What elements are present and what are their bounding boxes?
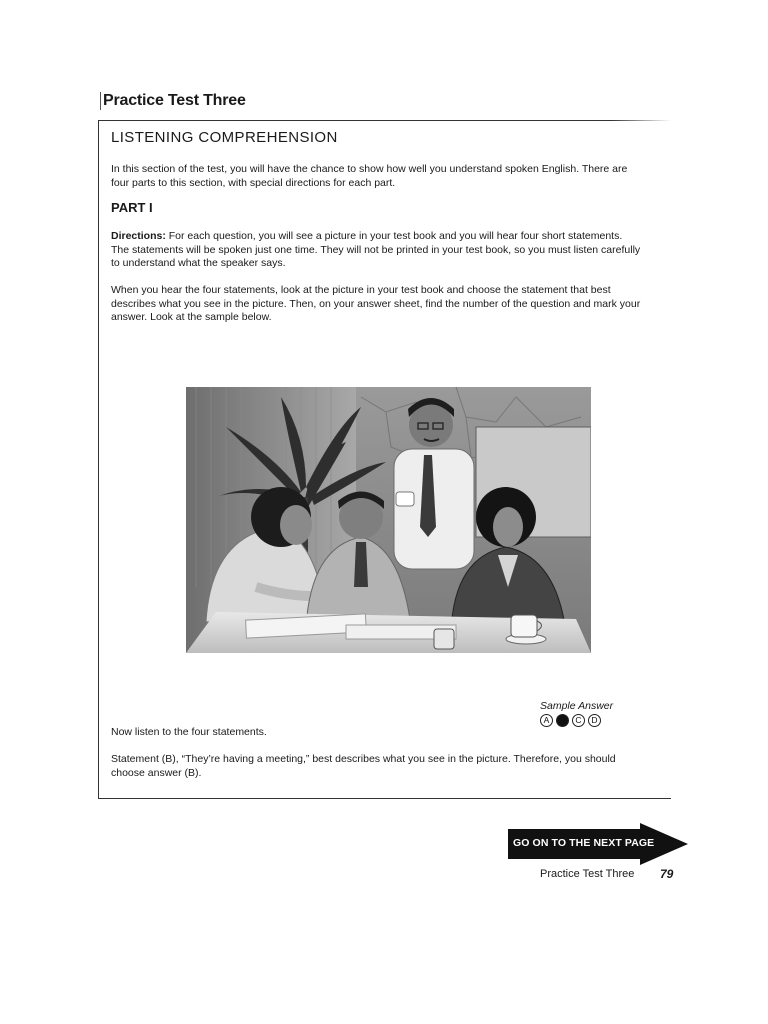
now-listen-text: Now listen to the four statements. (111, 726, 267, 738)
part-directions (111, 230, 641, 271)
directions-text: For each question, you will see a picture in your test book and you will hear four short statements. The statements will be spoken just one time. They will not be printed in your test book, so you must listen carefully to understand what the speaker says. (111, 230, 641, 269)
section-intro: In this section of the test, you will have the chance to show how well you understand spoken English. There are four parts to this section, with special directions for each part. (111, 163, 628, 189)
page-number: 79 (660, 867, 674, 881)
answer-bubble-d: D (588, 714, 601, 727)
frame-fade (611, 120, 671, 122)
sample-photo (186, 387, 591, 653)
answer-explanation: Statement (B), “They’re having a meeting,” best describes what you see in the picture. Therefore, you should choose answer (B). (111, 753, 616, 779)
page-title: Practice Test Three (100, 92, 246, 110)
answer-bubble-c: C (572, 714, 585, 727)
meeting-photo-illustration (186, 387, 591, 653)
answer-bubble-a: A (540, 714, 553, 727)
sample-answer-label: Sample Answer (540, 700, 614, 712)
part-instructions: When you hear the four statements, look at the picture in your test book and choose the statement that best describes what you see in the picture. Then, on your answer sheet, find the number of the question and mark your answer. Look at the sample below. (111, 284, 641, 323)
answer-bubble-b: B (556, 714, 569, 727)
next-page-label: GO ON TO THE NEXT PAGE (513, 837, 655, 849)
directions-label: Directions: (111, 230, 166, 242)
part-heading: PART I (111, 200, 153, 215)
section-heading: LISTENING COMPREHENSION (111, 129, 338, 146)
footer-title: Practice Test Three (540, 868, 635, 880)
